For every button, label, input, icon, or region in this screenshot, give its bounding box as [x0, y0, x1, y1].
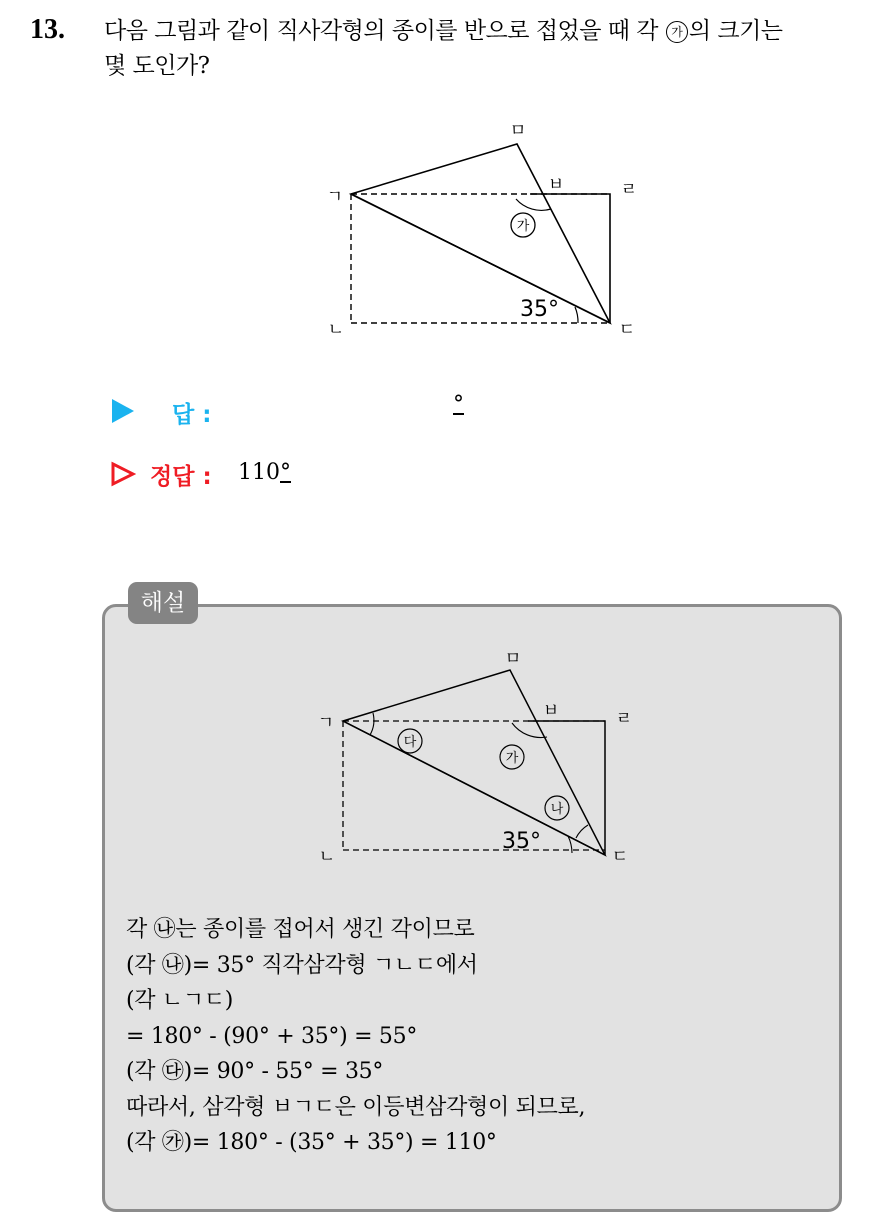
answer-row	[110, 392, 510, 428]
explanation-line: (각 ㉮)= 180° - (35° + 35°) = 110°	[126, 1130, 497, 1155]
circled-ga-icon: 가	[666, 21, 688, 43]
vertex-rieul: ㄹ	[620, 180, 638, 200]
answer-label: 답 :	[172, 402, 212, 428]
vertex-digeut: ㄷ	[618, 320, 636, 340]
explanation-figure	[300, 640, 650, 875]
explanation-line: = 180° - (90° + 35°) = 55°	[126, 1023, 418, 1049]
explanation-line: (각 ㉰)= 90° - 55° = 35°	[126, 1059, 384, 1084]
angle-35-label-2: 35°	[502, 829, 541, 854]
folded-rectangle-figure	[310, 110, 650, 345]
correct-label: 정답 :	[150, 464, 212, 490]
outline-arrow-icon	[110, 461, 136, 487]
vertex-nieun-2: ㄴ	[318, 847, 336, 867]
explanation-tag: 해설	[128, 582, 198, 624]
explanation-line: 각 ㉯는 종이를 접어서 생긴 각이므로	[126, 917, 475, 942]
explanation-line: (각 ㉯)= 35° 직각삼각형 ㄱㄴㄷ에서	[126, 952, 478, 978]
vertex-giyeok: ㄱ	[326, 187, 343, 207]
question-line-1: 다음 그림과 같이 직사각형의 종이를 반으로 접었을 때 각 가 의 크기는	[104, 18, 783, 44]
vertex-giyeok-2: ㄱ	[317, 713, 334, 733]
mark-ga-2: 가	[505, 751, 519, 766]
question-text	[104, 14, 874, 84]
play-arrow-icon	[112, 399, 134, 423]
explanation-line: (각 ㄴㄱㄷ)	[126, 988, 234, 1013]
explanation-line: 따라서, 삼각형 ㅂㄱㄷ은 이등변삼각형이 되므로,	[126, 1094, 586, 1120]
question-line-2: 몇 도인가?	[104, 53, 210, 79]
question-number: 13.	[30, 14, 65, 45]
vertex-mieum: ㅁ	[509, 121, 527, 141]
angle-35-label: 35°	[520, 297, 559, 322]
vertex-bieup-2: ㅂ	[542, 701, 560, 721]
mark-da: 다	[403, 735, 417, 750]
vertex-bieup: ㅂ	[547, 175, 565, 195]
vertex-mieum-2: ㅁ	[504, 649, 522, 669]
answer-degree-blank[interactable]: °	[453, 392, 464, 417]
correct-answer-row	[110, 458, 510, 492]
vertex-nieun: ㄴ	[327, 320, 345, 340]
mark-ga: 가	[516, 219, 530, 234]
mark-na: 나	[550, 802, 564, 817]
explanation-text	[126, 912, 826, 1161]
vertex-digeut-2: ㄷ	[611, 847, 629, 867]
vertex-rieul-2: ㄹ	[615, 709, 633, 729]
correct-value: 110°	[238, 460, 291, 485]
